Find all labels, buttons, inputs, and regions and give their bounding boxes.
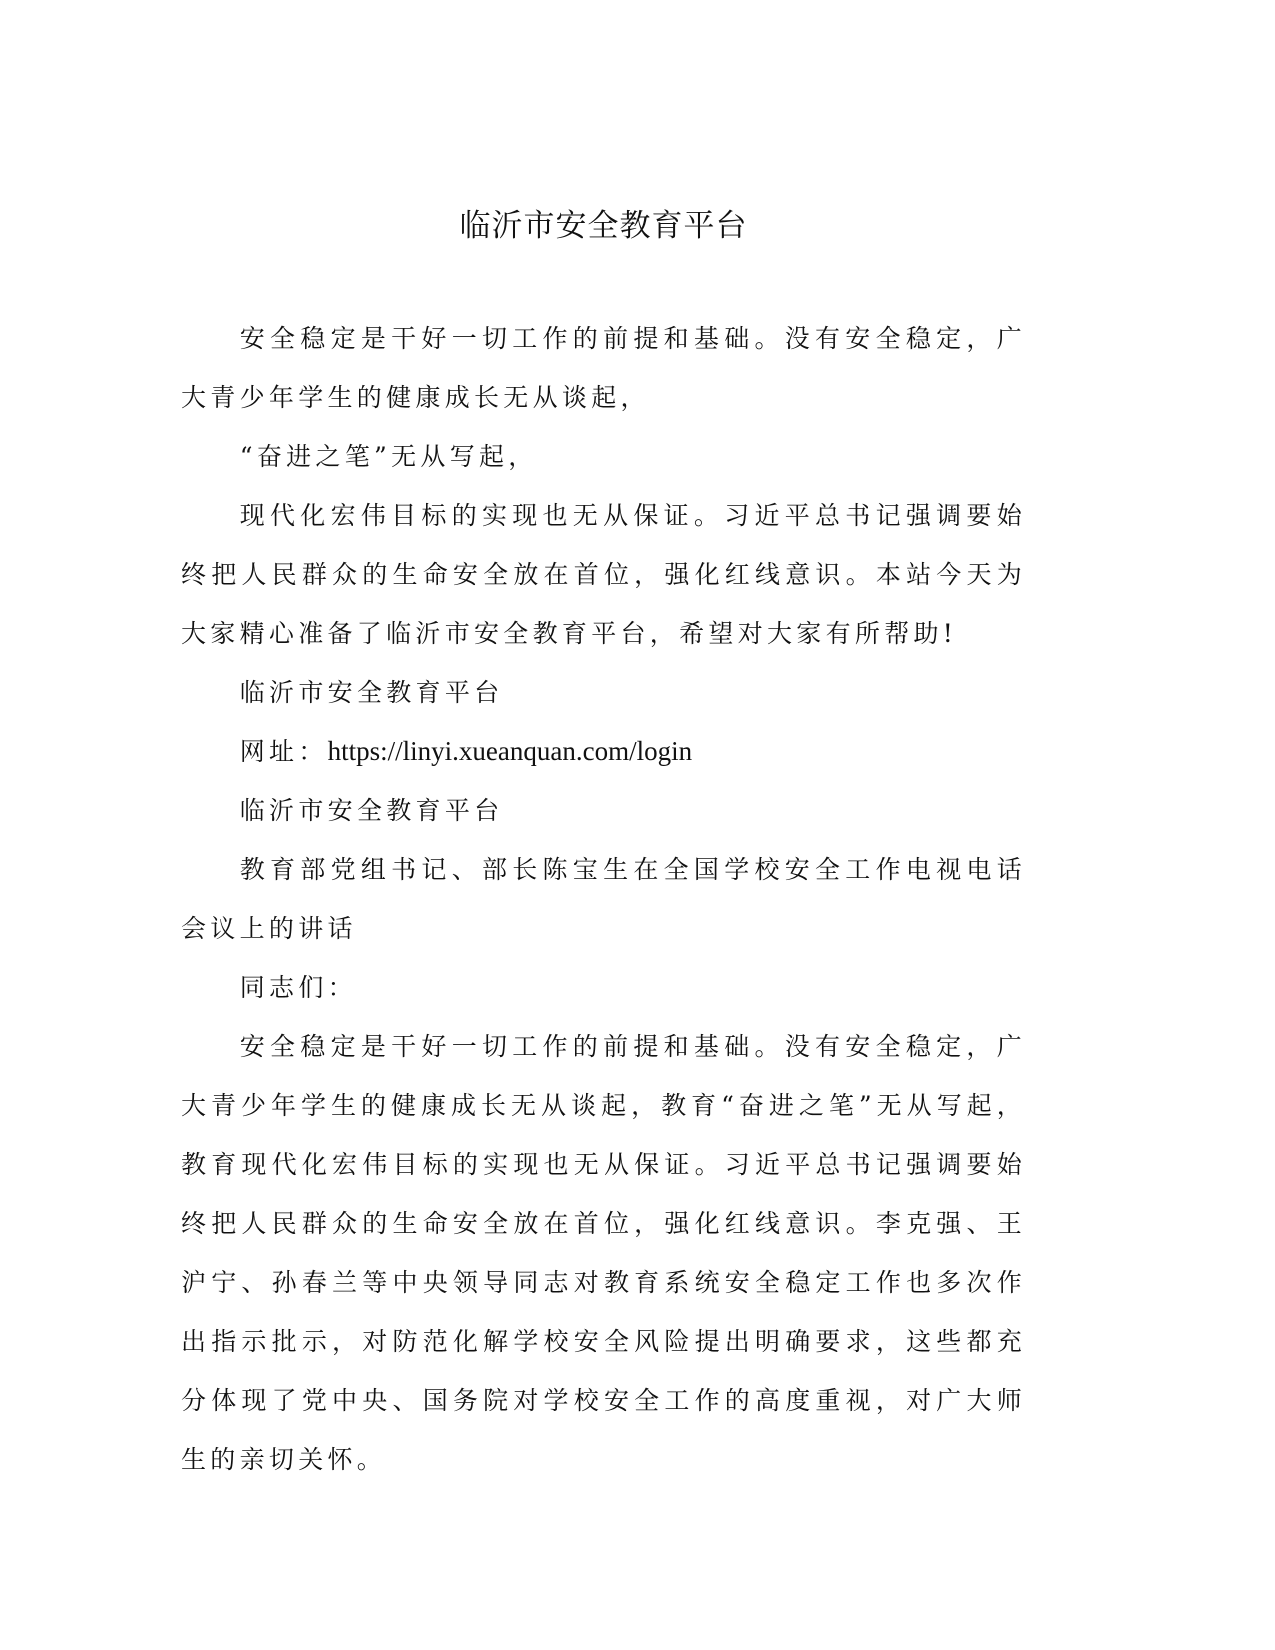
paragraph-intro: 安全稳定是干好一切工作的前提和基础。没有安全稳定，广大青少年学生的健康成长无从谈起， — [181, 324, 1026, 412]
paragraph-salutation: 同志们： — [239, 973, 357, 1002]
paragraph-quote: “奋进之笔”无从写起， — [239, 442, 538, 471]
paragraph-platform-name: 临沂市安全教育平台 — [239, 678, 504, 707]
paragraph-url — [181, 722, 1026, 781]
paragraph-speech-heading: 教育部党组书记、部长陈宝生在全国学校安全工作电视电话会议上的讲话 — [181, 855, 1026, 943]
paragraph-platform-name-2: 临沂市安全教育平台 — [239, 796, 504, 825]
document-title: 临沂市安全教育平台 — [459, 208, 748, 244]
paragraph-speech-body: 安全稳定是干好一切工作的前提和基础。没有安全稳定，广大青少年学生的健康成长无从谈起，教育“奋进之笔”无从写起，教育现代化宏伟目标的实现也无从保证。习近平总书记强调要始终把人民群众的生命安全放在首位，强化红线意识。李克强、王沪宁、孙春兰等中央领导同志对教育系统安全稳定工作也多次作出指示批示，对防范化解学校安全风险提出明确要求，这些都充分体现了党中央、国务院对学校安全工作的高度重视，对广大师生的亲切关怀。 — [181, 1032, 1026, 1474]
url-label: 网址： — [239, 737, 328, 766]
url-link[interactable]: https://linyi.xueanquan.com/login — [327, 736, 693, 766]
paragraph-modernization: 现代化宏伟目标的实现也无从保证。习近平总书记强调要始终把人民群众的生命安全放在首位，强化红线意识。本站今天为大家精心准备了临沂市安全教育平台，希望对大家有所帮助! — [181, 501, 1026, 648]
document-body — [181, 309, 1026, 1489]
